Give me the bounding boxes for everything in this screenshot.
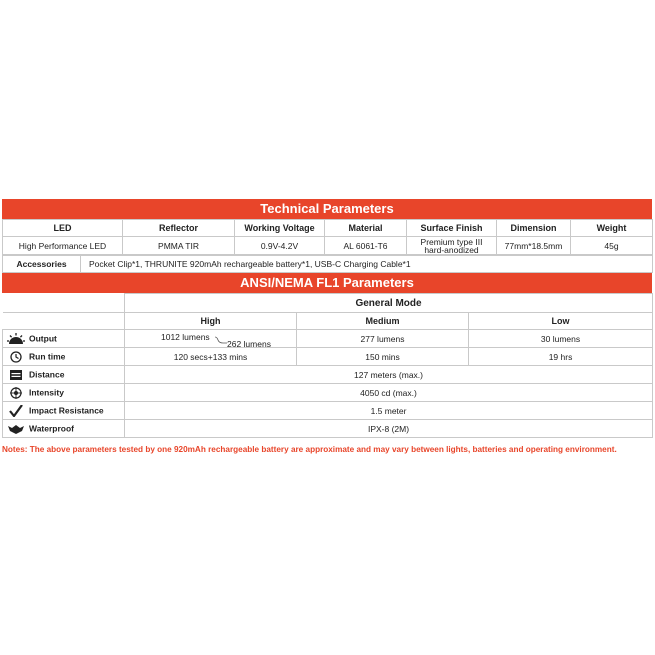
mode-medium: Medium (297, 313, 469, 330)
output-medium: 277 lumens (297, 330, 469, 348)
header-surface-finish: Surface Finish (407, 220, 497, 237)
intensity-value: 4050 cd (max.) (125, 384, 653, 402)
distance-row (3, 366, 653, 384)
distance-label: Distance (29, 368, 65, 379)
technical-parameters-table (2, 219, 653, 255)
output-low: 30 lumens (469, 330, 653, 348)
output-high-initial: 1012 lumens (161, 332, 210, 342)
accessories-row (3, 256, 653, 273)
distance-value: 127 meters (max.) (125, 366, 653, 384)
water-icon (7, 423, 25, 435)
accessories-value: Pocket Clip*1, THRUNITE 920mAh rechargeable battery*1, USB-C Charging Cable*1 (81, 256, 653, 273)
check-icon (7, 405, 25, 417)
value-dimension: 77mm*18.5mm (497, 237, 571, 255)
value-weight: 45g (571, 237, 653, 255)
accessories-label: Accessories (3, 256, 81, 273)
general-mode-header: General Mode (125, 294, 653, 313)
step-down-arrow-icon (215, 336, 227, 344)
value-surface-finish (407, 237, 497, 255)
output-high (125, 330, 297, 348)
finish-line-1: Premium type III (420, 236, 483, 247)
runtime-label-cell (3, 348, 125, 366)
output-label: Output (29, 332, 57, 343)
beam-icon (7, 369, 25, 381)
spec-sheet (2, 199, 652, 438)
mode-low: Low (469, 313, 653, 330)
header-reflector: Reflector (123, 220, 235, 237)
runtime-row (3, 348, 653, 366)
runtime-label: Run time (29, 350, 66, 361)
technical-values-row (3, 237, 653, 255)
impact-label: Impact Resistance (29, 404, 104, 415)
header-led: LED (3, 220, 123, 237)
general-mode-row (3, 294, 653, 313)
output-high-stepdown: 262 lumens (227, 339, 271, 348)
distance-label-cell (3, 366, 125, 384)
modes-row (3, 313, 653, 330)
intensity-label: Intensity (29, 386, 64, 397)
target-icon (7, 387, 25, 399)
intensity-row (3, 384, 653, 402)
sun-icon (7, 333, 25, 345)
value-material: AL 6061-T6 (325, 237, 407, 255)
impact-row (3, 402, 653, 420)
output-row (3, 330, 653, 348)
clock-icon (7, 351, 25, 363)
header-material: Material (325, 220, 407, 237)
blank-cell (3, 313, 125, 330)
header-weight: Weight (571, 220, 653, 237)
mode-high: High (125, 313, 297, 330)
technical-header-row (3, 220, 653, 237)
ansi-parameters-title: ANSI/NEMA FL1 Parameters (2, 273, 652, 293)
value-reflector: PMMA TIR (123, 237, 235, 255)
finish-line-2: hard-anodized (424, 244, 479, 255)
header-dimension: Dimension (497, 220, 571, 237)
technical-parameters-title: Technical Parameters (2, 199, 652, 219)
intensity-label-cell (3, 384, 125, 402)
blank-cell (3, 294, 125, 313)
runtime-low: 19 hrs (469, 348, 653, 366)
value-voltage: 0.9V-4.2V (235, 237, 325, 255)
value-led: High Performance LED (3, 237, 123, 255)
runtime-high: 120 secs+133 mins (125, 348, 297, 366)
header-working-voltage: Working Voltage (235, 220, 325, 237)
impact-value: 1.5 meter (125, 402, 653, 420)
waterproof-value: IPX-8 (2M) (125, 420, 653, 438)
impact-label-cell (3, 402, 125, 420)
output-label-cell (3, 330, 125, 348)
notes-text: Notes: The above parameters tested by one 920mAh rechargeable battery are approximate and may vary between lights, batteries and operating environment. (2, 445, 617, 454)
waterproof-label-cell (3, 420, 125, 438)
waterproof-label: Waterproof (29, 422, 75, 433)
runtime-medium: 150 mins (297, 348, 469, 366)
waterproof-row (3, 420, 653, 438)
ansi-parameters-table (2, 293, 653, 438)
accessories-table (2, 255, 653, 273)
